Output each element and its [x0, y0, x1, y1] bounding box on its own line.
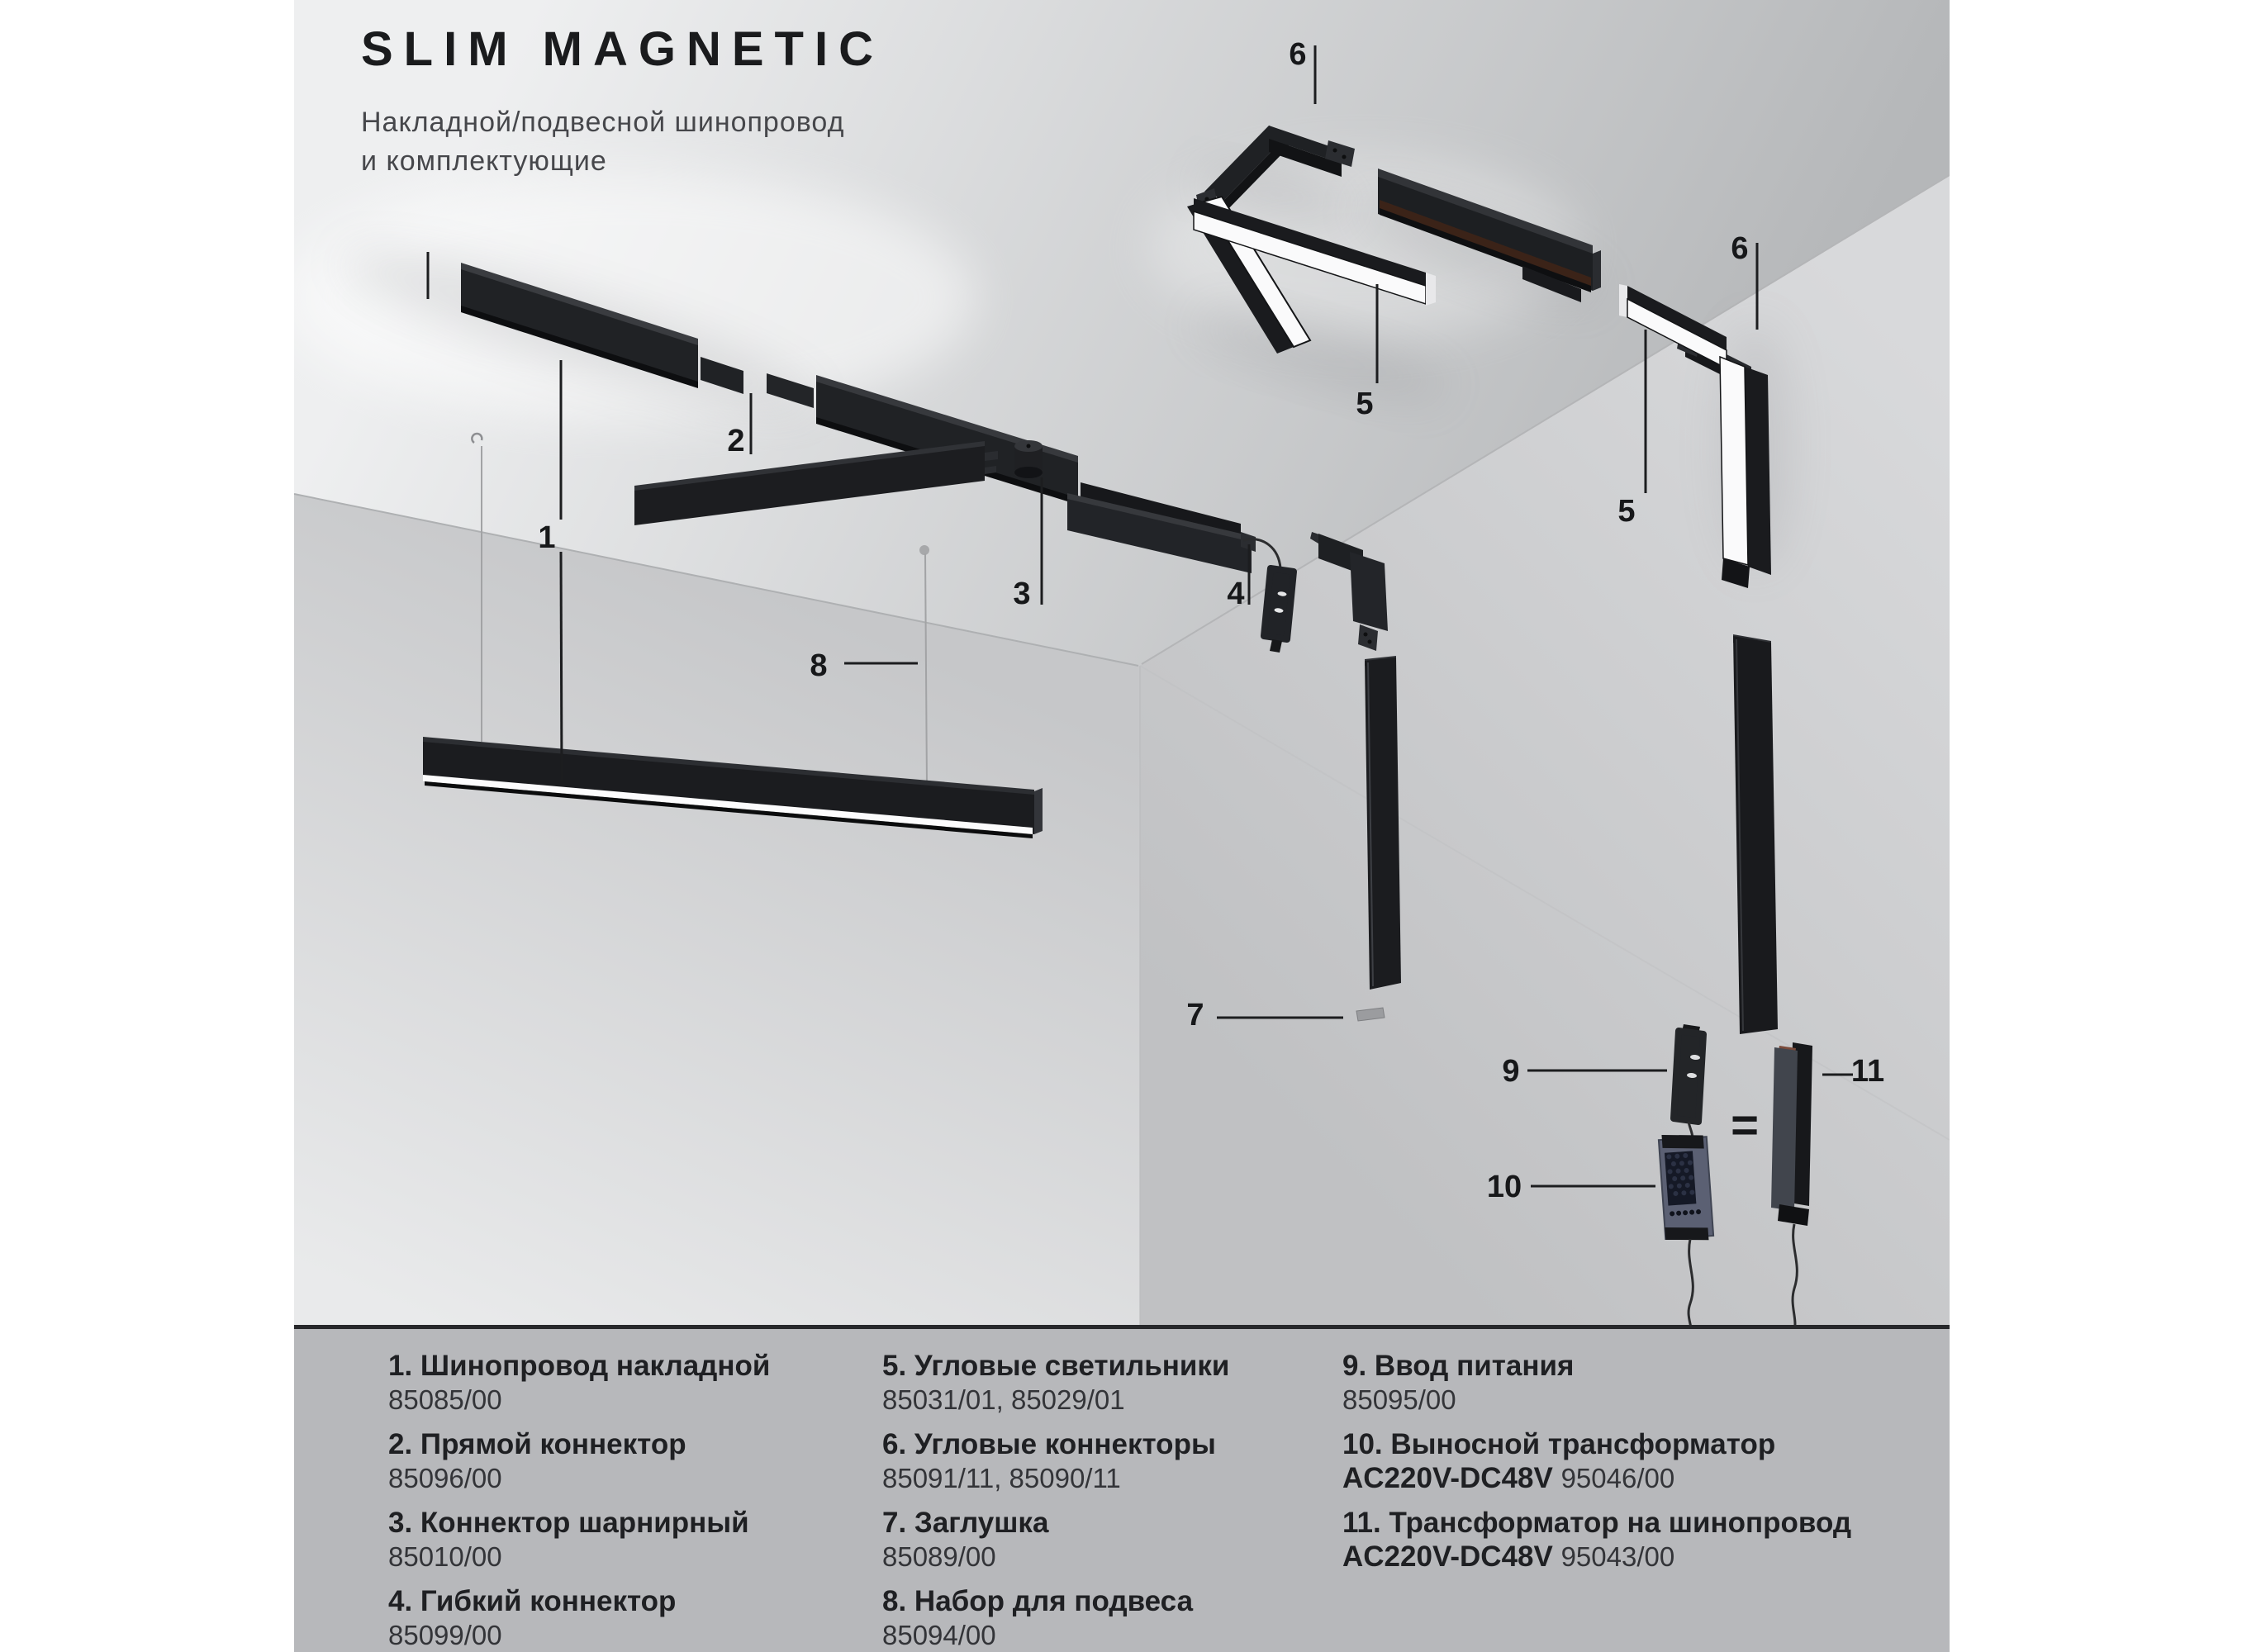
callout-7: 7 [1186, 998, 1204, 1032]
legend-item [882, 1349, 1320, 1416]
legend-item [882, 1427, 1320, 1494]
title-block [361, 21, 884, 181]
end-cap [1619, 284, 1627, 317]
leader-1-lower [561, 552, 562, 781]
legend-item-title: 9. Ввод питания [1342, 1350, 1575, 1382]
callout-5a: 5 [1356, 387, 1374, 421]
external-transformer [1658, 1132, 1713, 1243]
legend-item [882, 1584, 1320, 1651]
end-cap [1034, 788, 1043, 834]
legend-item-code: AC220V-DC48V 95043/00 [1342, 1540, 1675, 1573]
callout-4: 4 [1227, 577, 1245, 611]
callout-8: 8 [810, 648, 828, 683]
legend-column-1 [388, 1349, 851, 1652]
legend-item-title: 4. Гибкий коннектор [388, 1585, 677, 1617]
legend-item [1342, 1349, 1921, 1416]
callout-6b: 6 [1731, 231, 1749, 266]
legend-panel [294, 1325, 1950, 1652]
page-subtitle [361, 103, 884, 181]
legend-item-code: 85099/00 [388, 1620, 502, 1650]
legend-item-code: 85089/00 [882, 1541, 996, 1572]
room-walls [294, 0, 1950, 1325]
legend-column-2 [882, 1349, 1320, 1652]
callout-1: 1 [538, 520, 556, 555]
equals-sign: = [1731, 1099, 1759, 1152]
scene-render [294, 0, 1950, 1652]
legend-item-title: 7. Заглушка [882, 1507, 1049, 1539]
legend-item-code: AC220V-DC48V 95046/00 [1342, 1462, 1675, 1494]
legend-item-title: 11. Трансформатор на шинопровод [1342, 1507, 1852, 1539]
callout-2: 2 [727, 424, 745, 458]
legend-item-code: 85085/00 [388, 1384, 502, 1415]
callout-3: 3 [1013, 577, 1031, 611]
legend-item-code: 85094/00 [882, 1620, 996, 1650]
subtitle-line-2: и комплектующие [361, 145, 607, 177]
callout-5b: 5 [1617, 494, 1636, 529]
page-title: SLIM MAGNETIC [361, 22, 884, 76]
legend-item [388, 1584, 851, 1651]
legend-item-title: 2. Прямой коннектор [388, 1428, 686, 1460]
suspension-anchor [919, 545, 929, 555]
legend-item-title: 10. Выносной трансформатор [1342, 1428, 1776, 1460]
legend-item-code: 85010/00 [388, 1541, 502, 1572]
flex-connector-body [1264, 568, 1294, 639]
callout-9: 9 [1502, 1054, 1520, 1089]
subtitle-line-1: Накладной/подвесной шинопровод [361, 107, 845, 138]
legend-item-title: 1. Шинопровод накладной [388, 1350, 771, 1382]
end-cap [1426, 273, 1436, 306]
legend-item-code: 85095/00 [1342, 1384, 1456, 1415]
callout-10: 10 [1486, 1170, 1522, 1204]
legend-item-title: 5. Угловые светильники [882, 1350, 1230, 1382]
legend-item [388, 1349, 851, 1416]
legend-item [882, 1506, 1320, 1573]
led-face [1720, 357, 1748, 565]
legend-item-code: 85096/00 [388, 1463, 502, 1493]
legend-item [1342, 1506, 1921, 1573]
legend-column-3 [1342, 1349, 1921, 1584]
legend-item-code: 85031/01, 85029/01 [882, 1384, 1125, 1415]
wall-track-right-vertical [1733, 634, 1778, 1034]
legend-item-title: 3. Коннектор шарнирный [388, 1507, 749, 1539]
hinge-connector [1014, 440, 1043, 478]
track-pin [985, 451, 998, 461]
legend-item [388, 1506, 851, 1573]
callout-6a: 6 [1289, 37, 1307, 72]
callout-11: 11 [1850, 1054, 1885, 1089]
legend-item [388, 1427, 851, 1494]
legend-item [1342, 1427, 1921, 1494]
legend-item-title: 6. Угловые коннекторы [882, 1428, 1216, 1460]
legend-item-title: 8. Набор для подвеса [882, 1585, 1194, 1617]
legend-item-code: 85091/11, 85090/11 [882, 1463, 1121, 1493]
